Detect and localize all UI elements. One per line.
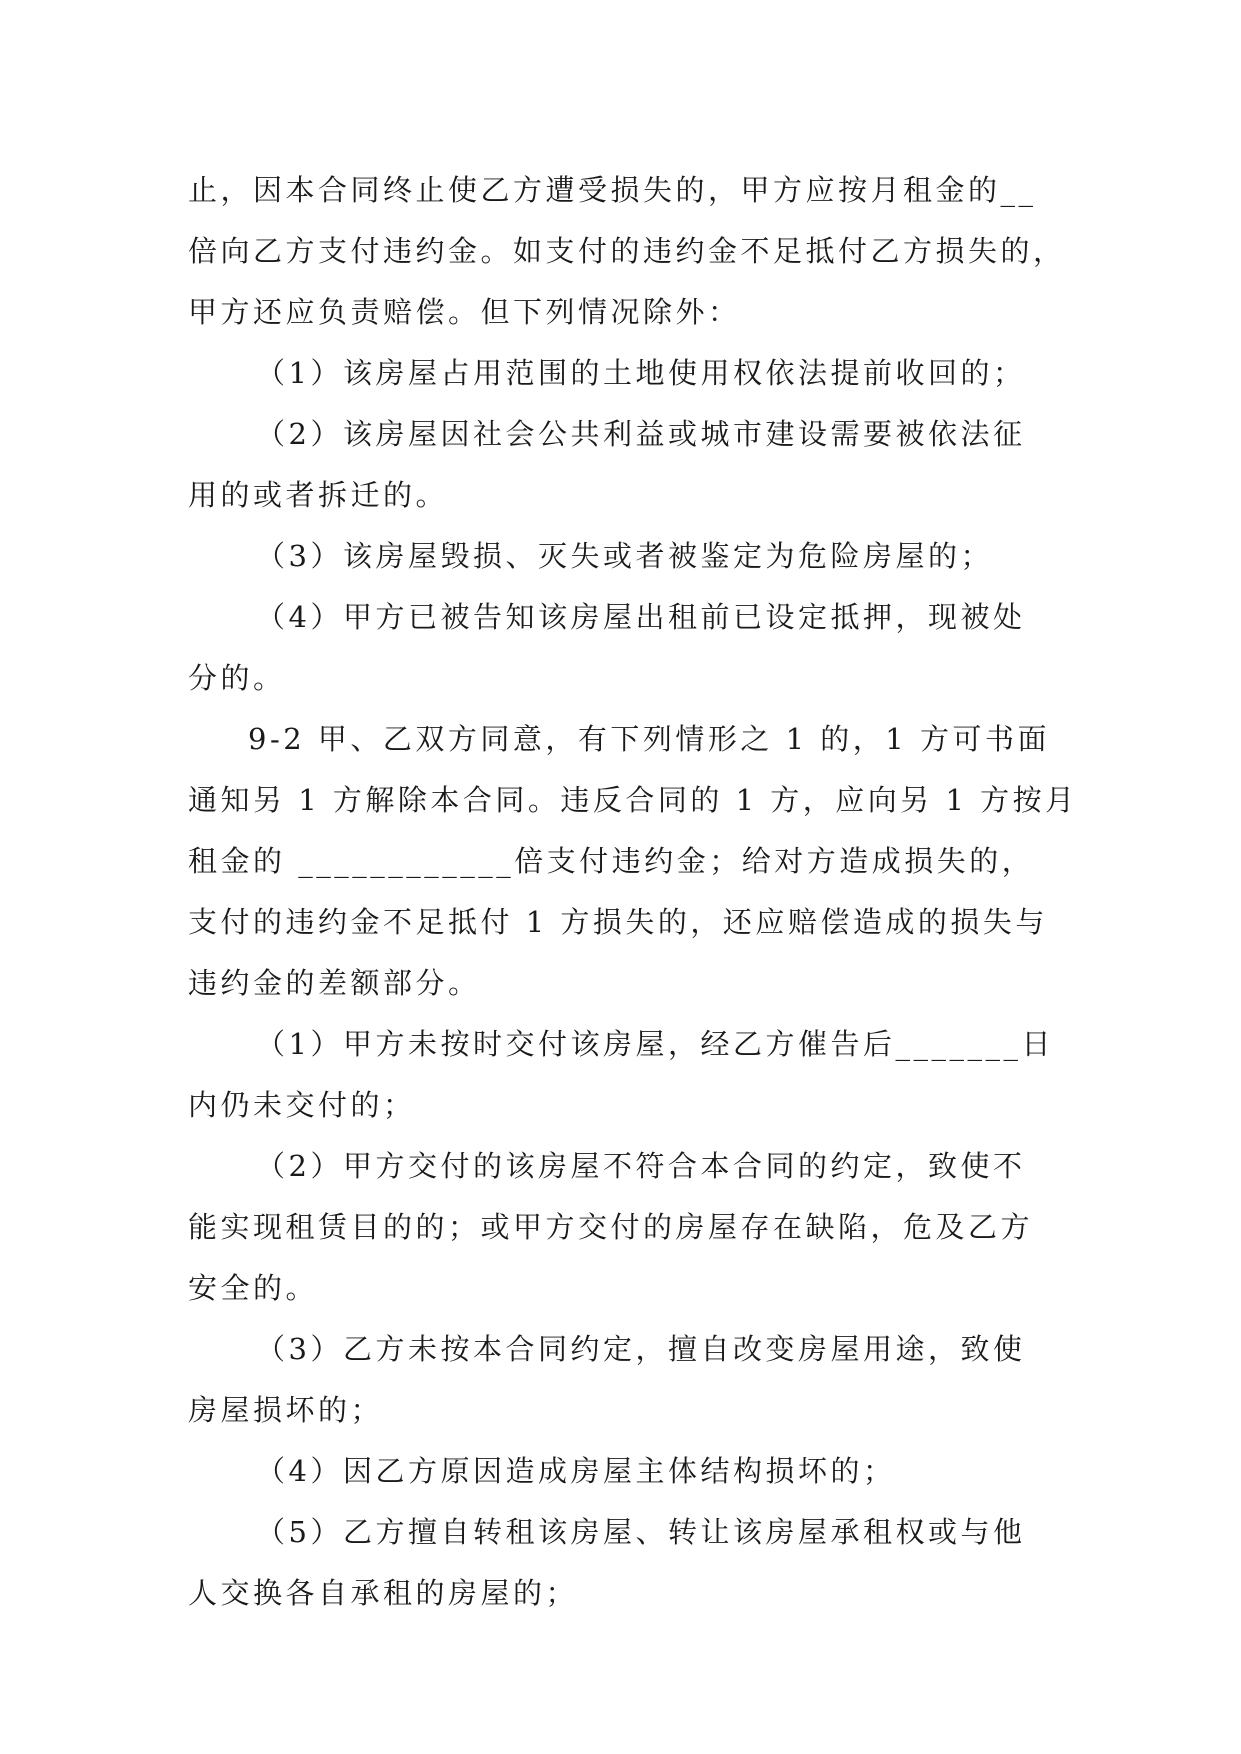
text-line: 安全的。 (188, 1271, 319, 1305)
text-line: 违约金的差额部分。 (188, 966, 481, 1000)
clause-item: （4）甲方已被告知该房屋出租前已设定抵押，现被处 (256, 600, 1026, 634)
clause-item: （3）该房屋毁损、灭失或者被鉴定为危险房屋的； (256, 539, 993, 573)
contract-text-body (188, 160, 1088, 1624)
text-line: 止，因本合同终止使乙方遭受损失的，甲方应按月租金的__ (188, 173, 1037, 207)
clause-item: （4）因乙方原因造成房屋主体结构损坏的； (256, 1454, 896, 1488)
text-line: 房屋损坏的； (188, 1393, 384, 1427)
text-line: 能实现租赁目的的；或甲方交付的房屋存在缺陷，危及乙方 (188, 1210, 1034, 1244)
clause-item: （5）乙方擅自转租该房屋、转让该房屋承租权或与他 (256, 1515, 1026, 1549)
clause-item: （1）该房屋占用范围的土地使用权依法提前收回的； (256, 356, 1026, 390)
text-line: 内仍未交付的； (188, 1088, 416, 1122)
text-line: 租金的 ____________倍支付违约金；给对方造成损失的， (188, 844, 1035, 878)
text-line: 人交换各自承租的房屋的； (188, 1576, 579, 1610)
text-line: 甲方还应负责赔偿。但下列情况除外： (188, 295, 741, 329)
clause-item: （2）该房屋因社会公共利益或城市建设需要被依法征 (256, 417, 1026, 451)
clause-item: （2）甲方交付的该房屋不符合本合同的约定，致使不 (256, 1149, 1026, 1183)
text-line: 分的。 (188, 661, 286, 695)
text-line: 倍向乙方支付违约金。如支付的违约金不足抵付乙方损失的， (188, 234, 1066, 268)
section-heading-9-2: 9-2 甲、乙双方同意，有下列情形之 1 的，1 方可书面 (248, 722, 1050, 756)
text-line: 支付的违约金不足抵付 1 方损失的，还应赔偿造成的损失与 (188, 905, 1048, 939)
text-line: 通知另 1 方解除本合同。违反合同的 1 方，应向另 1 方按月 (188, 783, 1078, 817)
text-line: 用的或者拆迁的。 (188, 478, 449, 512)
clause-item: （1）甲方未按时交付该房屋，经乙方催告后_______日 (256, 1027, 1054, 1061)
clause-item: （3）乙方未按本合同约定，擅自改变房屋用途，致使 (256, 1332, 1026, 1366)
